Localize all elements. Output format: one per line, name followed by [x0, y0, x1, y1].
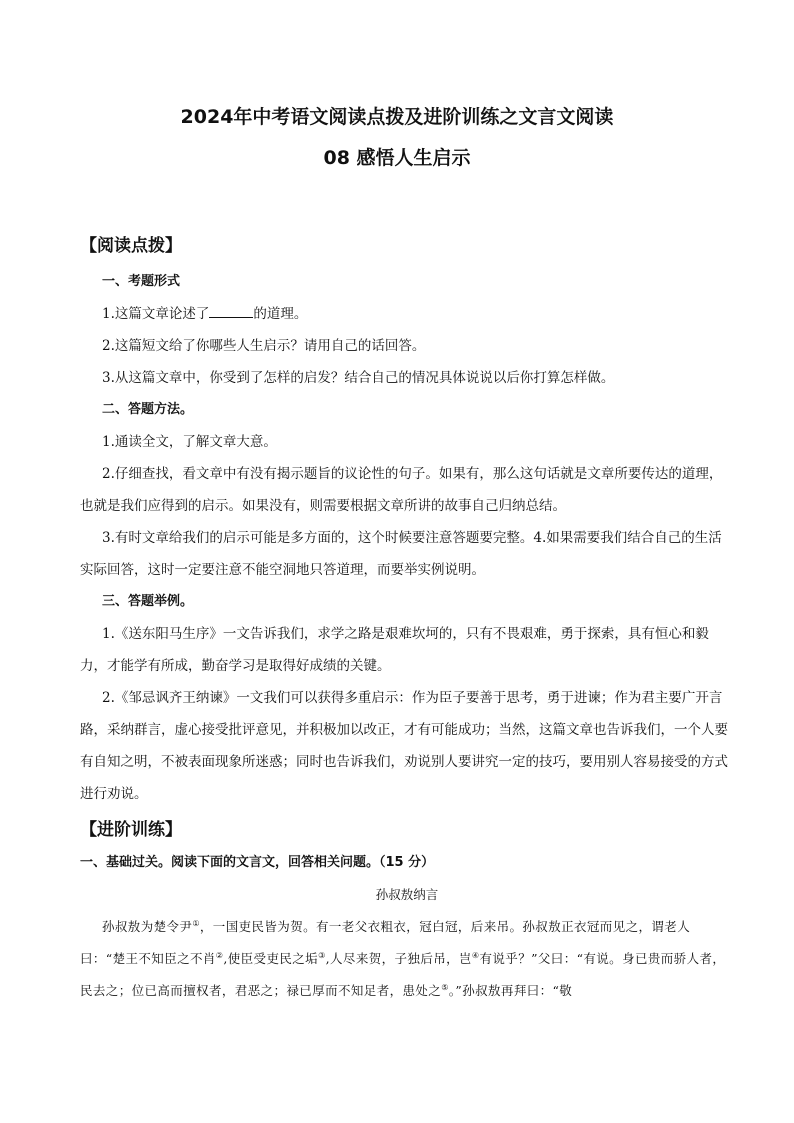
- footnote-marker: ③: [318, 950, 326, 960]
- subheading-examples: 三、答题举例。: [102, 594, 194, 609]
- section-heading-advanced-training: 【进阶训练】: [80, 820, 182, 840]
- training-question-header: 一、基础过关。阅读下面的文言文，回答相关问题。（15 分）: [80, 855, 435, 870]
- section-heading-reading-guide: 【阅读点拨】: [80, 236, 182, 256]
- guide-question-3: 3.从这篇文章中，你受到了怎样的启发？结合自己的情况具体说说以后你打算怎样做。: [102, 370, 615, 386]
- subheading-answer-method: 二、答题方法。: [102, 402, 194, 417]
- guide-question-2: 2.这篇短文给了你哪些人生启示？请用自己的话回答。: [102, 338, 426, 354]
- document-subtitle: 08 感悟人生启示: [323, 147, 471, 169]
- footnote-marker: ⑤: [441, 982, 449, 992]
- footnote-marker: ②: [215, 950, 224, 960]
- method-2: 2.仔细查找，看文章中有没有揭示题旨的议论性的句子。如果有，那么这句话就是文章所要传达的道理，也就是我们应得到的启示。如果没有，则需要根据文章所讲的故事自己归纳总结。: [80, 466, 723, 514]
- passage-title: 孙叔敖纳言: [375, 887, 439, 902]
- document-title: 2024年中考语文阅读点拨及进阶训练之文言文阅读: [180, 106, 614, 128]
- subheading-question-forms: 一、考题形式: [102, 274, 181, 289]
- footnote-marker: ④: [471, 950, 480, 960]
- footnote-marker: ①: [192, 918, 200, 928]
- training-body: [80, 847, 734, 1007]
- guide-question-1: 1.这篇文章论述了 的道理。: [80, 298, 734, 330]
- classical-passage: 孙叔敖为楚令尹①，一国吏民皆为贺。有一老父衣粗衣，冠白冠，后来吊。孙叔敖正衣冠而见之，谓老人曰：“楚王不知臣之不肖②,使臣受吏民之垢③,人尽来贺，子独后吊，岂④有说乎？”父曰：“有说。身已贵而骄人者，民去之；位已高而擅权者，君恶之；禄已厚而不知足者，患处之⑤。”孙叔敖再拜曰：“敬: [80, 918, 726, 998]
- method-3: 3.有时文章给我们的启示可能是多方面的，这个时候要注意答题要完整。4.如果需要我们结合自己的生活实际回答，这时一定要注意不能空洞地只答道理，而要举实例说明。: [80, 530, 722, 578]
- method-1: 1.通读全文，了解文章大意。: [102, 434, 277, 450]
- answer-blank: [209, 303, 253, 318]
- example-2: 2.《邹忌讽齐王纳谏》一文我们可以获得多重启示：作为臣子要善于思考，勇于进谏；作为君主要广开言路，采纳群言，虚心接受批评意见，并积极加以改正，才有可能成功；当然，这篇文章也告诉我们，一个人要有自知之明，不被表面现象所迷惑；同时也告诉我们，劝说别人要讲究一定的技巧，要用别人容易接受的方式进行劝说。: [80, 690, 728, 802]
- example-1: 1.《送东阳马生序》一文告诉我们，求学之路是艰难坎坷的，只有不畏艰难，勇于探索，具有恒心和毅力，才能学有所成，勤奋学习是取得好成绩的关键。: [80, 626, 709, 674]
- reading-guide-body: [80, 266, 734, 810]
